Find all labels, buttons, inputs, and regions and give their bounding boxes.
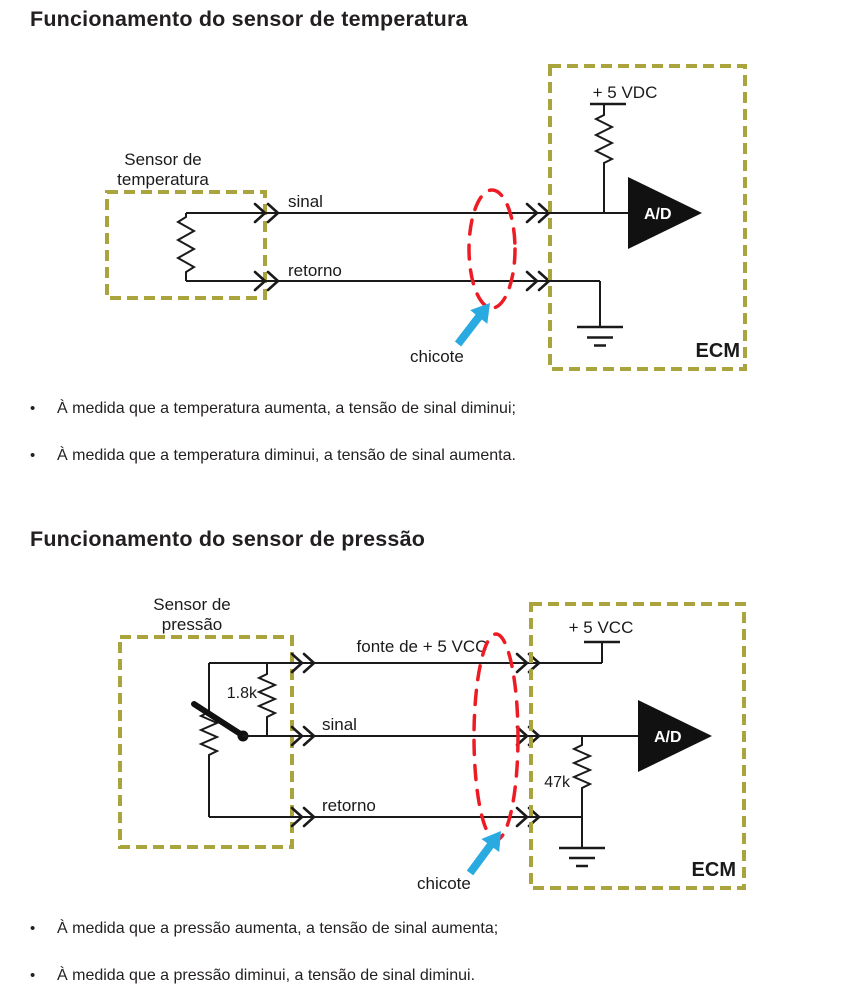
sensor-name-line2: pressão bbox=[161, 615, 223, 634]
supply-voltage-label: + 5 VDC bbox=[592, 83, 658, 102]
thermistor-resistor bbox=[178, 213, 194, 281]
pressure-sensor-block bbox=[120, 595, 292, 847]
pullup-resistor bbox=[596, 104, 612, 213]
ecm-label: ECM bbox=[695, 340, 740, 362]
sensor-name-line1: Sensor de bbox=[153, 595, 231, 614]
ecm-label: ECM bbox=[691, 859, 736, 881]
harness-ellipse-icon bbox=[469, 190, 515, 308]
harness-arrow-icon bbox=[467, 831, 501, 875]
adc-label: A/D bbox=[644, 206, 672, 223]
signal-wire-label: sinal bbox=[288, 192, 323, 211]
adc-label: A/D bbox=[654, 729, 682, 746]
ecm-connector-icon bbox=[517, 654, 539, 826]
sensor-name-line2: temperatura bbox=[117, 170, 209, 189]
return-wire-label: retorno bbox=[322, 796, 376, 815]
ecm-block bbox=[550, 66, 745, 369]
supply-voltage-label: + 5 VCC bbox=[568, 618, 634, 637]
sensor-series-resistor bbox=[259, 663, 275, 736]
temperature-sensor-circuit-diagram bbox=[95, 60, 755, 380]
ecm-connector-icon bbox=[527, 204, 549, 290]
bullet-marker: • bbox=[30, 967, 36, 984]
temperature-bullet-2 bbox=[30, 447, 516, 465]
temperature-section-title: Funcionamento do sensor de temperatura bbox=[30, 7, 468, 31]
ecm-resistor-label: 47k bbox=[544, 774, 570, 791]
bullet-marker: • bbox=[30, 920, 36, 937]
supply-wire-label: fonte de + 5 VCC bbox=[356, 637, 488, 656]
ecm-block bbox=[531, 604, 744, 888]
sensor-resistor-label: 1.8k bbox=[226, 685, 257, 702]
bullet-marker: • bbox=[30, 447, 36, 464]
ground-icon bbox=[559, 848, 605, 866]
ecm-dashed-box bbox=[531, 604, 744, 888]
potentiometer-resistor bbox=[201, 663, 217, 817]
pulldown-resistor bbox=[574, 736, 590, 848]
bullet-marker: • bbox=[30, 400, 36, 417]
harness-callout bbox=[410, 190, 515, 366]
harness-label: chicote bbox=[417, 874, 471, 893]
harness-callout bbox=[417, 634, 518, 893]
signal-wire-label: sinal bbox=[322, 715, 357, 734]
sensor-connector-icon bbox=[292, 654, 314, 826]
pressure-bullet-1 bbox=[30, 920, 498, 938]
pressure-sensor-circuit-diagram bbox=[100, 590, 780, 900]
temperature-bullet-1 bbox=[30, 400, 516, 418]
bullet-text: À medida que a pressão diminui, a tensão de sinal diminui. bbox=[57, 967, 476, 984]
return-wire-label: retorno bbox=[288, 261, 342, 280]
pressure-section-title: Funcionamento do sensor de pressão bbox=[30, 527, 426, 551]
temperature-sensor-block bbox=[107, 150, 265, 298]
return-wire bbox=[186, 281, 600, 327]
ground-icon bbox=[577, 327, 623, 346]
sensor-name-line1: Sensor de bbox=[124, 150, 202, 169]
bullet-text: À medida que a temperatura diminui, a tensão de sinal aumenta. bbox=[57, 447, 516, 464]
pressure-bullet-2 bbox=[30, 967, 475, 985]
bullet-text: À medida que a temperatura aumenta, a tensão de sinal diminui; bbox=[57, 400, 516, 417]
harness-label: chicote bbox=[410, 347, 464, 366]
harness-arrow-icon bbox=[455, 303, 490, 347]
bullet-text: À medida que a pressão aumenta, a tensão de sinal aumenta; bbox=[57, 920, 499, 937]
